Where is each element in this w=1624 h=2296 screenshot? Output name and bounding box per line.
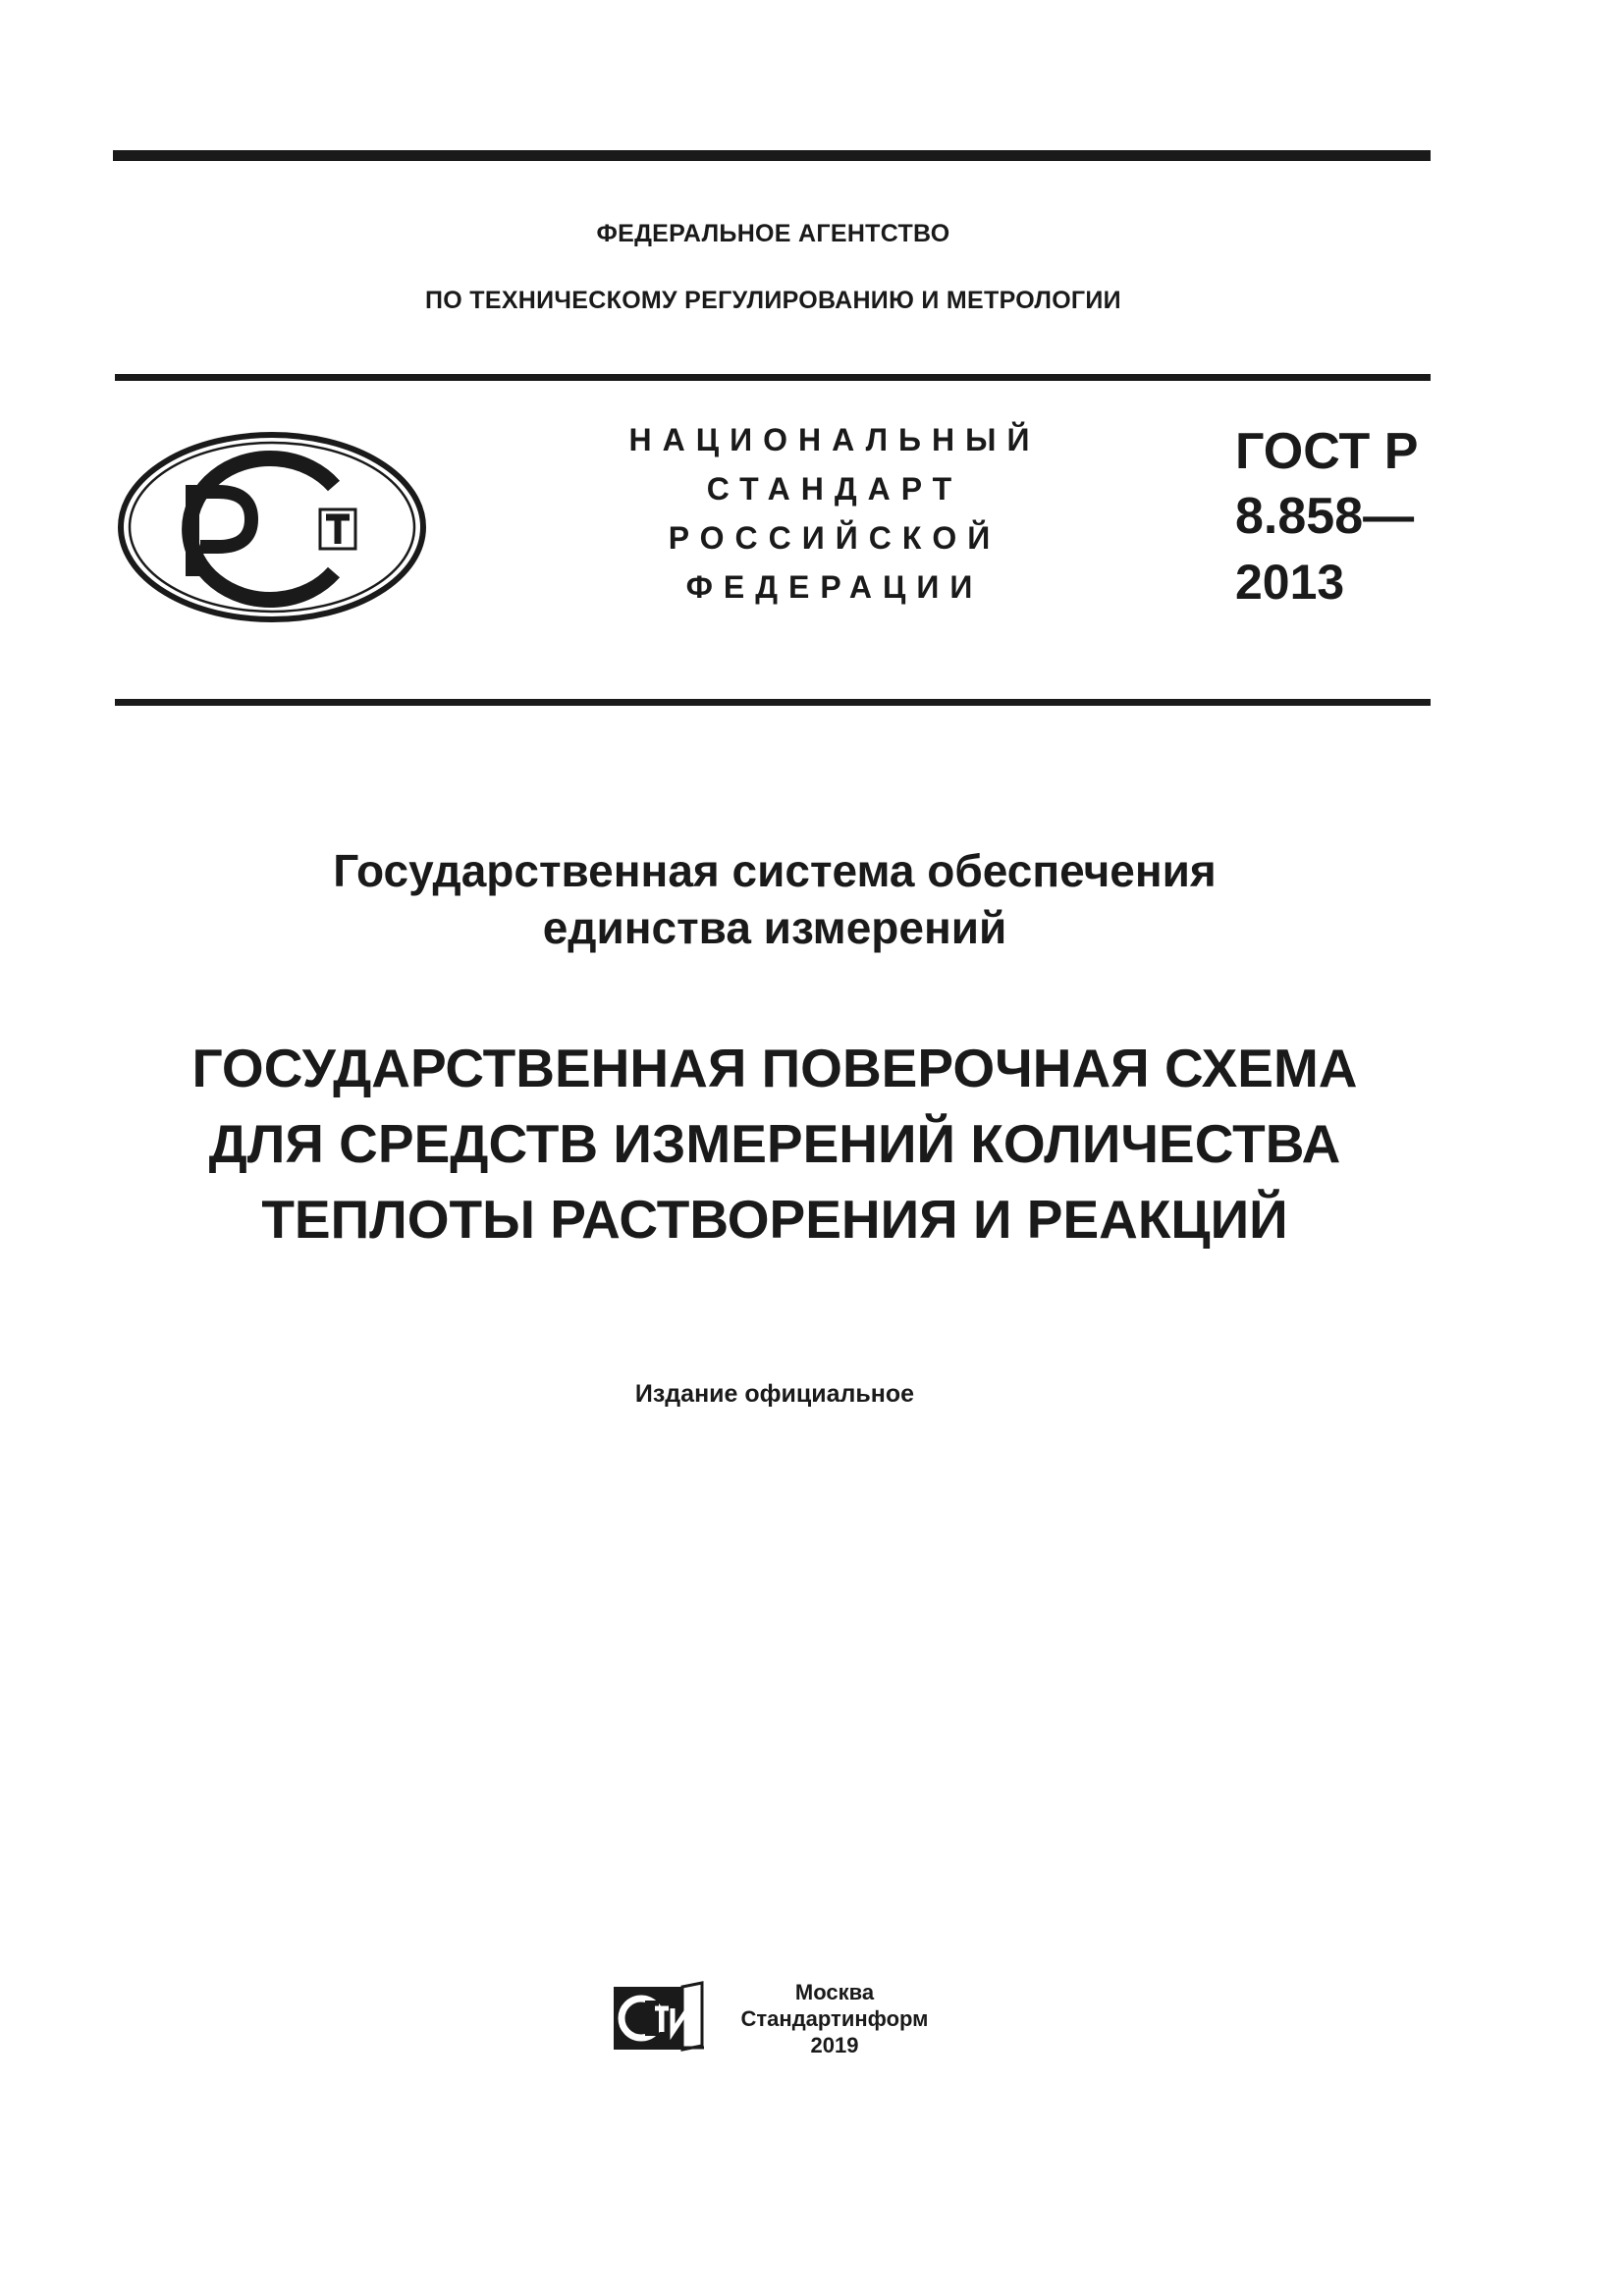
publisher-city: Москва bbox=[794, 1980, 875, 2004]
agency-line-1: ФЕДЕРАЛЬНОЕ АГЕНТСТВО bbox=[596, 220, 950, 247]
national-standard-line-2: СТАНДАРТ bbox=[706, 471, 963, 507]
title-line-1: ГОСУДАРСТВЕННАЯ ПОВЕРОЧНАЯ СХЕМА bbox=[191, 1038, 1358, 1098]
publisher-year: 2019 bbox=[810, 2033, 859, 2057]
header-rule-lower bbox=[115, 699, 1431, 706]
designation-line-2: 8.858— bbox=[1235, 488, 1415, 545]
national-standard-line-4: ФЕДЕРАЦИИ bbox=[685, 569, 984, 605]
national-standard-line-1: НАЦИОНАЛЬНЫЙ bbox=[628, 422, 1041, 457]
designation-line-1: ГОСТ Р bbox=[1235, 423, 1419, 480]
designation-line-3: 2013 bbox=[1235, 555, 1345, 610]
standartinform-logo-icon bbox=[612, 1981, 706, 2054]
edition-label: Издание официальное bbox=[634, 1380, 915, 1408]
title-line-3: ТЕПЛОТЫ РАСТВОРЕНИЯ И РЕАКЦИЙ bbox=[261, 1189, 1288, 1250]
rst-logo-icon bbox=[116, 429, 428, 625]
title-line-2: ДЛЯ СРЕДСТВ ИЗМЕРЕНИЙ КОЛИЧЕСТВА bbox=[208, 1113, 1341, 1174]
subtitle-line-1: Государственная система обеспечения bbox=[333, 845, 1217, 896]
national-standard-line-3: РОССИЙСКОЙ bbox=[668, 520, 1001, 556]
subtitle-line-2: единства измерений bbox=[542, 902, 1007, 953]
agency-line-2: ПО ТЕХНИЧЕСКОМУ РЕГУЛИРОВАНИЮ И МЕТРОЛОГИИ bbox=[425, 287, 1121, 314]
header-rule-upper bbox=[115, 374, 1431, 381]
publisher-name: Стандартинформ bbox=[740, 2006, 929, 2031]
top-rule bbox=[113, 150, 1431, 161]
